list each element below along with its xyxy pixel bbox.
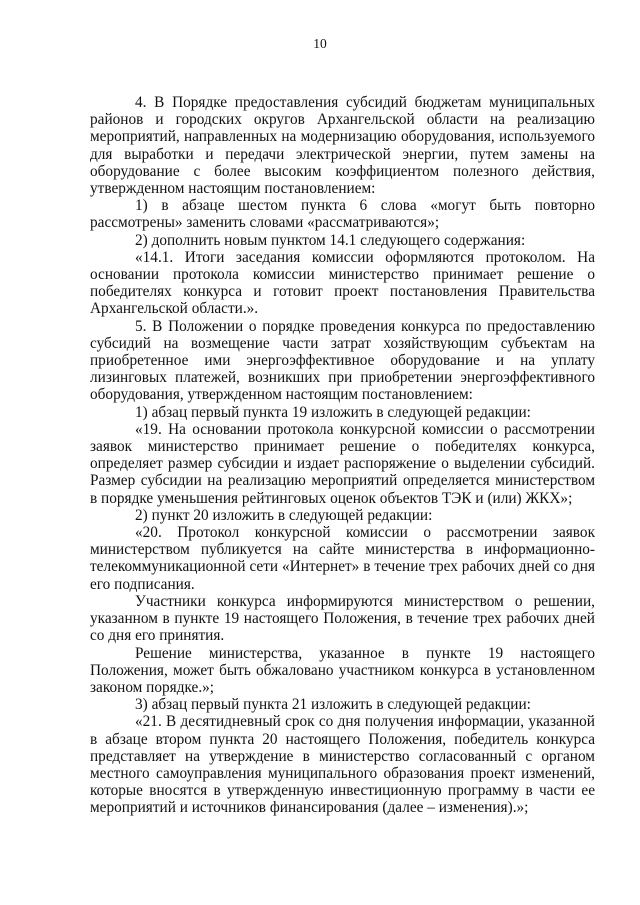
- paragraph-quote-20-appeal: Решение министерства, указанное в пункте 19 настоящего Положения, может быть обжаловано участником конкурса в установленном законом порядке.»;: [90, 644, 595, 696]
- paragraph-quote-20: «20. Протокол конкурсной комиссии о рассмотрении заявок министерством публикуется на сайте министерства в информационно-телекоммуникационной сети «Интернет» в течение трех рабочих дней со дня его подписания.: [90, 524, 595, 593]
- paragraph-quote-20-participants: Участники конкурса информируются министерством о решении, указанном в пункте 19 настоящего Положения, в течение трех рабочих дней со дня его принятия.: [90, 592, 595, 645]
- paragraph-subitem-4-2: 2) дополнить новым пунктом 14.1 следующего содержания:: [135, 231, 526, 249]
- paragraph-subitem-5-3: 3) абзац первый пункта 21 изложить в следующей редакции:: [135, 696, 531, 714]
- paragraph-subitem-5-2: 2) пункт 20 изложить в следующей редакции:: [135, 506, 433, 524]
- paragraph-quote-21: «21. В десятидневный срок со дня получения информации, указанной в абзаце втором пункта 20 настоящего Положения, победитель конкурса представляет на утверждение в министерство согласованный с органом местного самоуправления муниципального образования проект изменений, которые вносятся в утвержденную инвестиционную программу в части ее мероприятий и источников финансирования (далее – изменения).»;: [90, 713, 595, 817]
- paragraph-subitem-4-1: 1) в абзаце шестом пункта 6 слова «могут быть повторно рассмотрены» заменить словами «рассматриваются»;: [90, 197, 595, 232]
- document-body: [90, 94, 595, 817]
- paragraph-item-4: 4. В Порядке предоставления субсидий бюджетам муниципальных районов и городских округов Архангельской области на реализацию мероприятий, направленных на модернизацию оборудования, используемого для выработки и передачи электрической энергии, путем замены на оборудование с более высоким коэффициентом полезного действия, утвержденном настоящим постановлением:: [90, 94, 595, 198]
- paragraph-item-5: 5. В Положении о порядке проведения конкурса по предоставлению субсидий на возмещение части затрат хозяйствующим субъектам на приобретенное ими энергоэффективное оборудование и на уплату лизинговых платежей, возникших при приобретении энергоэффективного оборудования, утвержденном настоящим постановлением:: [90, 317, 595, 404]
- paragraph-subitem-5-1: 1) абзац первый пункта 19 изложить в следующей редакции:: [135, 403, 531, 421]
- page-number: 10: [313, 36, 327, 51]
- paragraph-quote-19: «19. На основании протокола конкурсной комиссии о рассмотрении заявок министерство принимает решение о победителях конкурса, определяет размер субсидии и издает распоряжение о выделении субсидий. Размер субсидии на реализацию мероприятий определяется министерством в порядке уменьшения рейтинговых оценок объектов ТЭК и (или) ЖКХ»;: [90, 420, 595, 507]
- paragraph-quote-14-1: «14.1. Итоги заседания комиссии оформляются протоколом. На основании протокола комиссии министерство принимает решение о победителях конкурса и готовит проект постановления Правительства Архангельской области.».: [90, 248, 595, 318]
